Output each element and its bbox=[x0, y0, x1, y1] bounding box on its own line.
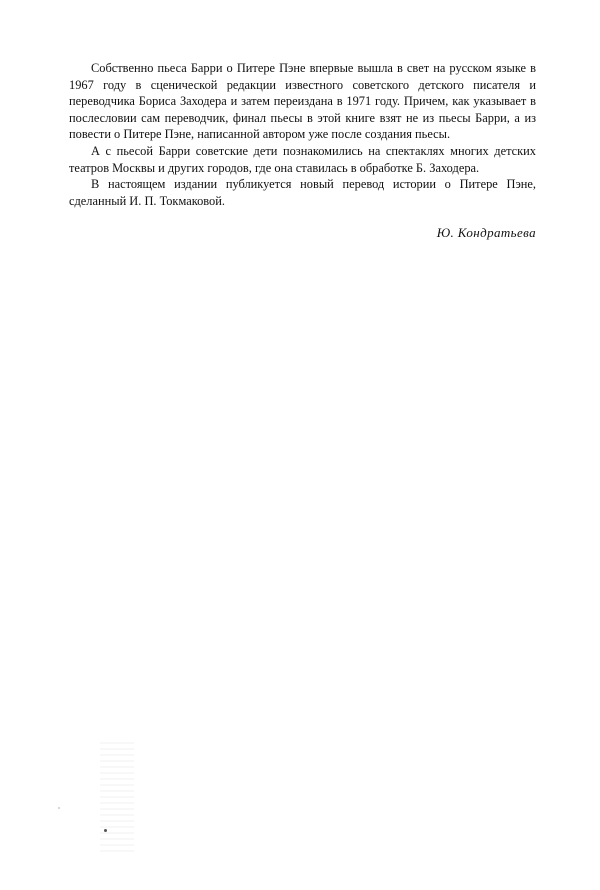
scan-speck bbox=[104, 829, 107, 832]
scan-speck bbox=[58, 807, 60, 809]
document-page bbox=[69, 60, 536, 241]
paragraph-2: А с пьесой Барри советские дети познакомились на спектаклях многих детских театров Москвы и других городов, где она ставилась в обработке Б. Заходера. bbox=[69, 143, 536, 175]
author-signature: Ю. Кондратьева bbox=[436, 225, 536, 241]
paragraph-3: В настоящем издании публикуется новый перевод истории о Питере Пэне, сделанный И. П. Токмаковой. bbox=[69, 177, 536, 208]
paragraph-1: Собственно пьеса Барри о Питере Пэне впервые вышла в свет на русском языке в 1967 году в сценической редакции известного советского детского писателя и переводчика Бориса Заходера и затем переиздана в 1971 году. Причем, как указывает в послесловии сам переводчик, финал пьесы в этой книге взят не из пьесы Барри, а из повести о Питере Пэне, написанной автором уже после создания пьесы. bbox=[69, 61, 536, 142]
scan-smudge bbox=[100, 742, 134, 852]
